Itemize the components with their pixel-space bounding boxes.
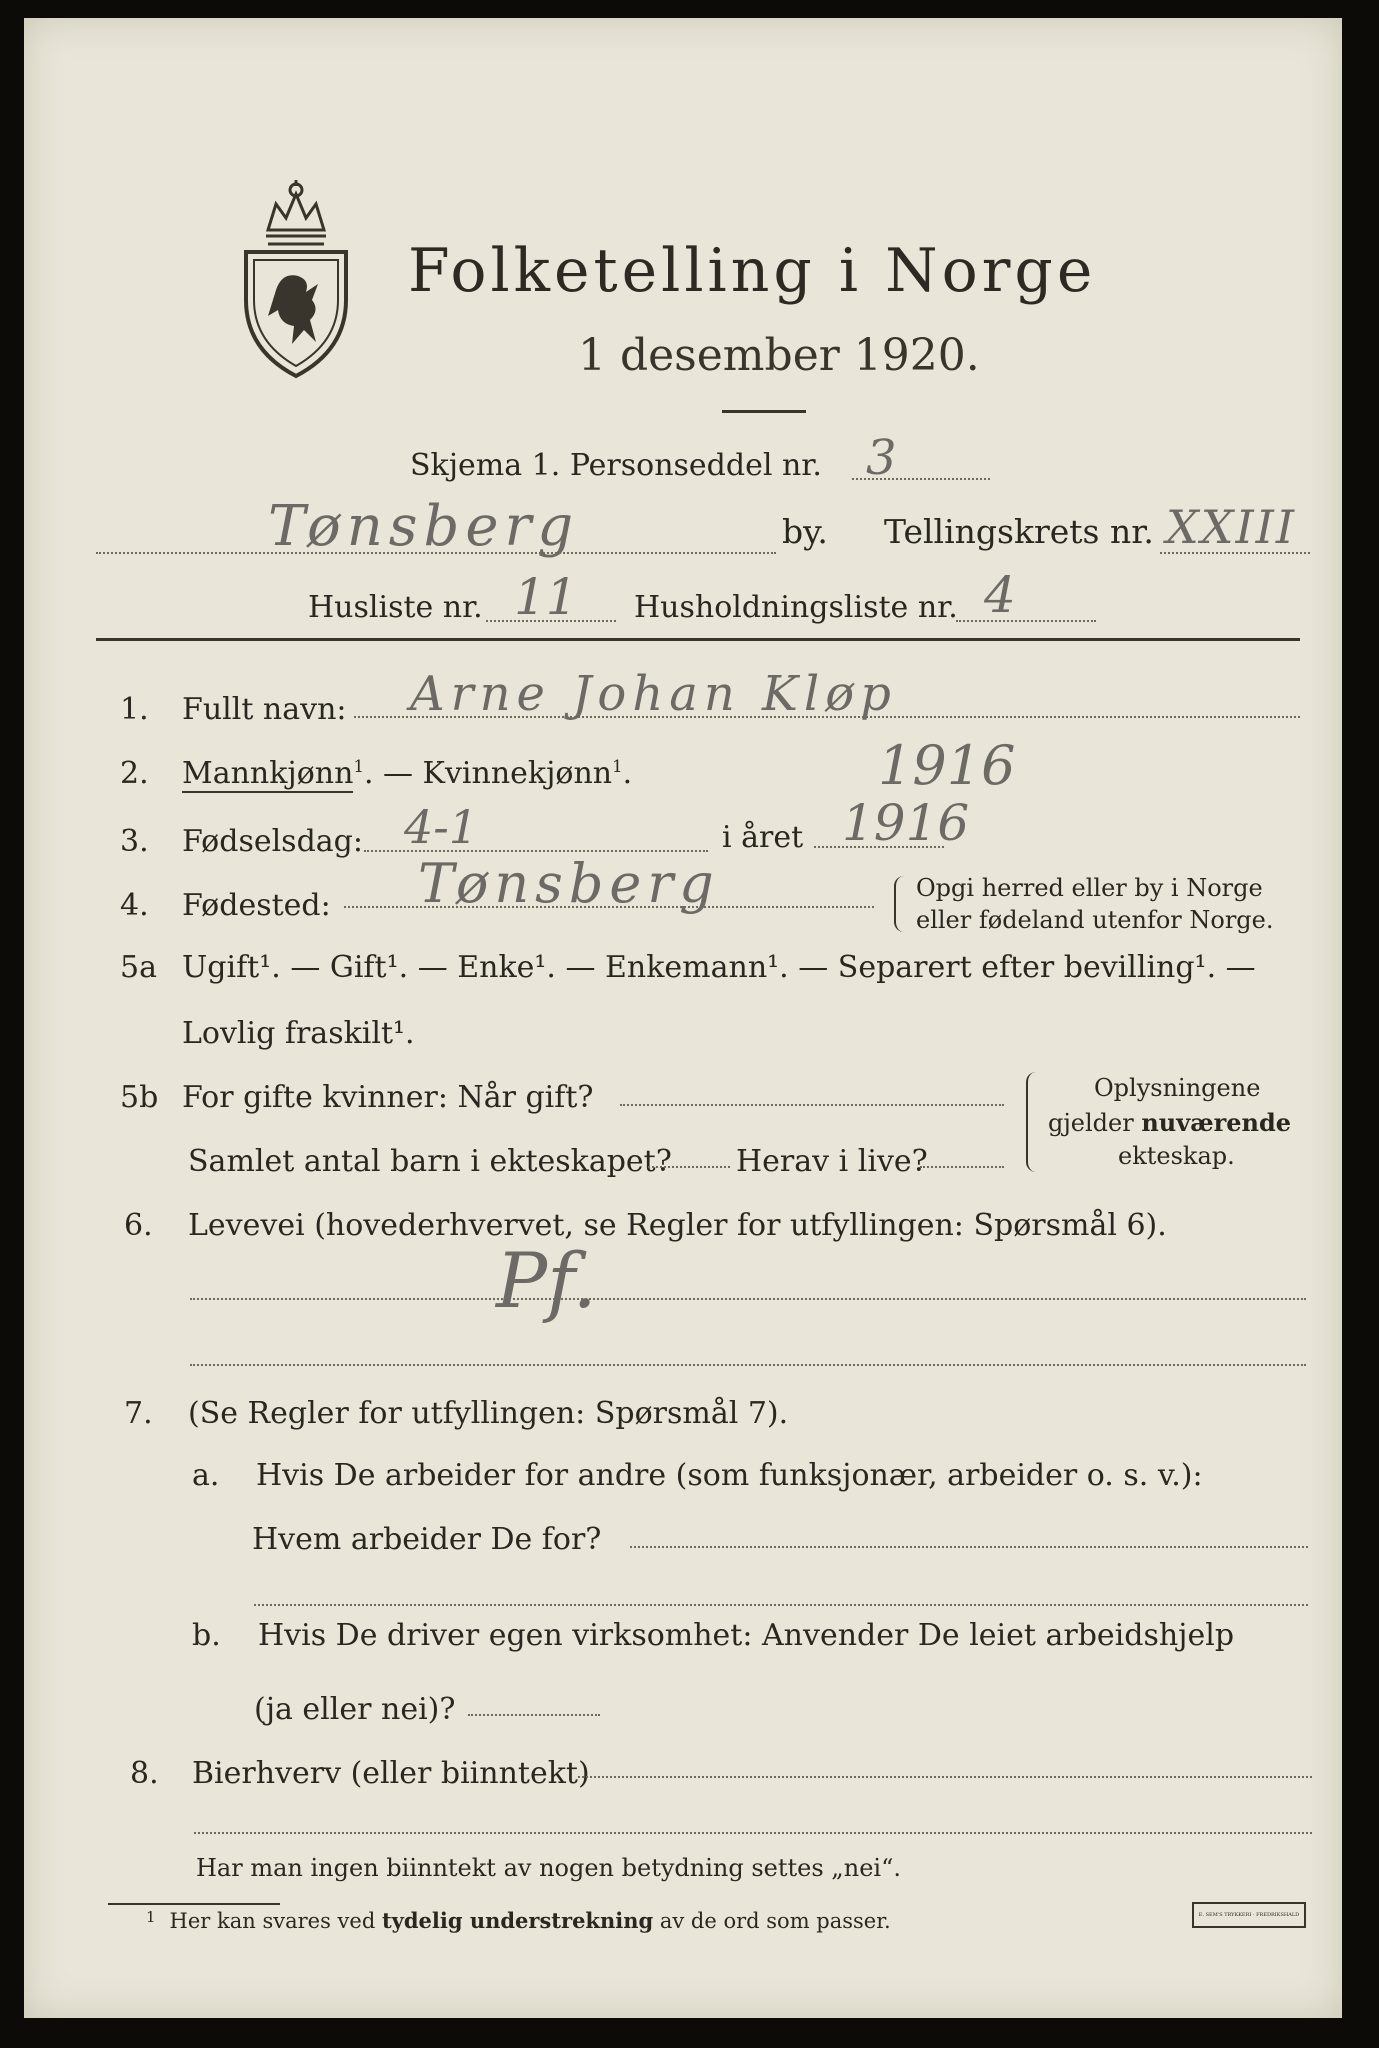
- q6-line1: [190, 1298, 1306, 1300]
- q3-label: Fødselsdag:: [182, 824, 363, 859]
- printer-stamp: E. SEM'S TRYKKERI · FREDRIKSHALD: [1192, 1902, 1306, 1928]
- side-income-line2: [194, 1832, 1312, 1834]
- q7a-letter: a.: [192, 1458, 220, 1493]
- q7a-question: Hvis De arbeider for andre (som funksjonær, arbeider o. s. v.):: [256, 1458, 1203, 1493]
- footnote-rule: [108, 1903, 280, 1905]
- side-income-line1: [578, 1776, 1312, 1778]
- town-field[interactable]: Tønsberg: [268, 494, 580, 559]
- q5b-brace: [1026, 1072, 1038, 1172]
- husliste-label: Husliste nr.: [308, 590, 483, 625]
- q4-brace: [894, 876, 904, 932]
- q4-note-line1: Opgi herred eller by i Norge: [916, 874, 1263, 902]
- q3-number: 3.: [120, 824, 149, 859]
- personseddel-nr-field[interactable]: 3: [866, 430, 897, 486]
- q7a-employer-label: Hvem arbeider De for?: [252, 1522, 602, 1557]
- q2-handwritten-note: 1916: [878, 734, 1016, 797]
- skjema-label: Skjema 1. Personseddel nr.: [410, 448, 822, 483]
- q5b-note-line1: Oplysningene: [1094, 1074, 1261, 1102]
- q7-number: 7.: [124, 1396, 153, 1431]
- q2-number: 2.: [120, 756, 149, 791]
- year-label: i året: [722, 820, 804, 855]
- by-label: by.: [782, 512, 828, 551]
- living-label: Herav i live?: [736, 1144, 928, 1179]
- living-line: [920, 1166, 1004, 1168]
- tellingskrets-nr-field[interactable]: XXIII: [1166, 500, 1297, 554]
- male-option[interactable]: Mannkjønn: [182, 756, 354, 791]
- coat-of-arms-icon: [240, 180, 352, 380]
- employees-line: [468, 1714, 600, 1716]
- q6-line2: [190, 1364, 1306, 1366]
- employer-line1: [630, 1546, 1308, 1548]
- occupation-field[interactable]: Pf.: [496, 1236, 597, 1325]
- q7-label: (Se Regler for utfyllingen: Spørsmål 7).: [188, 1396, 789, 1431]
- employer-line2: [254, 1604, 1308, 1606]
- marital-status-options-cont[interactable]: Lovlig fraskilt¹.: [182, 1016, 415, 1051]
- q7b-label: (ja eller nei)?: [254, 1692, 456, 1727]
- form-title: Folketelling i Norge: [408, 236, 1097, 306]
- q4-note-line2: eller fødeland utenfor Norge.: [916, 906, 1274, 934]
- female-option[interactable]: Kvinnekjønn: [422, 756, 613, 791]
- q6-label: Levevei (hovederhvervet, se Regler for utfyllingen: Spørsmål 6).: [188, 1208, 1167, 1243]
- tellingskrets-label: Tellingskrets nr.: [884, 512, 1154, 551]
- title-rule: [722, 410, 806, 413]
- married-when-line: [620, 1104, 1004, 1106]
- q7b-question: Hvis De driver egen virksomhet: Anvender De leiet arbeidshjelp: [258, 1618, 1235, 1653]
- q1-number: 1.: [120, 692, 149, 727]
- birthday-field[interactable]: 4-1: [404, 800, 479, 854]
- q2-options: Mannkjønn$^1$. — Kvinnekjønn$^1$.: [182, 756, 633, 791]
- q8-number: 8.: [130, 1756, 159, 1791]
- q5b-number: 5b: [120, 1080, 159, 1115]
- birthplace-field[interactable]: Tønsberg: [418, 852, 720, 915]
- q5b-note-line2: gjelder nuværende: [1048, 1108, 1292, 1137]
- q4-number: 4.: [120, 888, 149, 923]
- q4-label: Fødested:: [182, 888, 331, 923]
- form-date: 1 desember 1920.: [578, 330, 980, 381]
- marital-status-options[interactable]: Ugift¹. — Gift¹. — Enke¹. — Enkemann¹. — Separert efter bevilling¹. —: [182, 950, 1256, 985]
- children-label: Samlet antal barn i ekteskapet?: [188, 1144, 672, 1179]
- bottom-note: Har man ingen biinntekt av nogen betydning settes „nei“.: [196, 1854, 901, 1882]
- full-name-field[interactable]: Arne Johan Kløp: [410, 666, 897, 722]
- q5b-note-line3: ekteskap.: [1118, 1142, 1235, 1170]
- header-divider: [96, 638, 1300, 641]
- birth-year-field[interactable]: 1916: [842, 794, 970, 852]
- husliste-nr-field[interactable]: 11: [514, 568, 578, 626]
- q8-label: Bierhverv (eller biinntekt): [192, 1756, 590, 1791]
- children-line: [648, 1166, 730, 1168]
- footnote: $^1$ Her kan svares ved tydelig understrekning av de ord som passer.: [146, 1908, 891, 1933]
- q6-number: 6.: [124, 1208, 153, 1243]
- q5b-label: For gifte kvinner: Når gift?: [182, 1080, 594, 1115]
- q7b-letter: b.: [192, 1618, 221, 1653]
- q5a-number: 5a: [120, 950, 157, 985]
- husholdning-line: [956, 620, 1096, 622]
- husholdning-label: Husholdningsliste nr.: [634, 590, 958, 625]
- husholdning-nr-field[interactable]: 4: [984, 566, 1016, 624]
- q1-label: Fullt navn:: [182, 692, 347, 727]
